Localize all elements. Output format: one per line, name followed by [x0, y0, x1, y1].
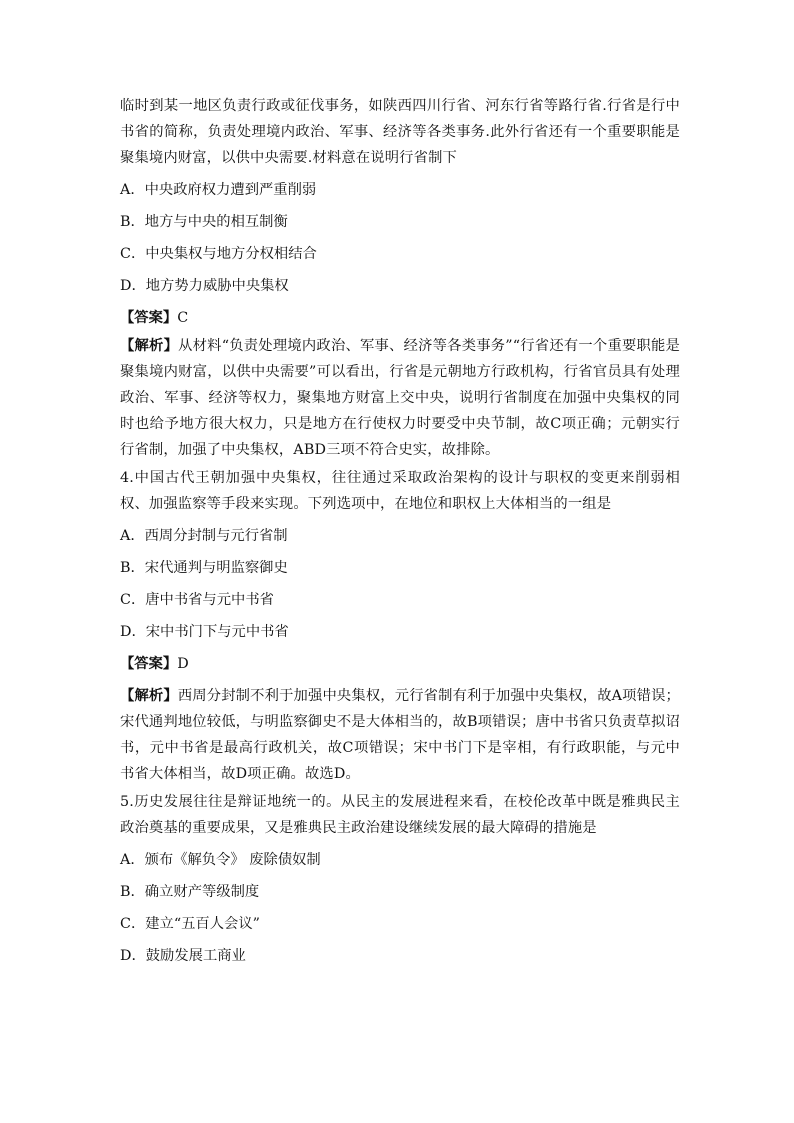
q3-option-a: A．中央政府权力遭到严重削弱 [120, 182, 317, 198]
q5-option-a: A．颁布《解负令》 废除债奴制 [120, 852, 321, 868]
q4-option-a: A．西周分封制与元行省制 [120, 528, 288, 544]
q4-analysis [120, 677, 680, 787]
q5-option-b: B．确立财产等级制度 [120, 884, 260, 900]
q3-option-c: C．中央集权与地方分权相结合 [120, 246, 317, 262]
q3-analysis [120, 331, 680, 463]
q4-option-d: D．宋中书门下与元中书省 [120, 624, 289, 640]
q3-answer [120, 299, 680, 331]
q4-option-c: C．唐中书省与元中书省 [120, 592, 274, 608]
q5-option-c: C．建立“五百人会议” [120, 916, 260, 932]
q4-answer-label: 【答案】 [120, 656, 178, 672]
q5-option-d: D．鼓励发展工商业 [120, 948, 246, 964]
q3-option-b: B．地方与中央的相互制衡 [120, 214, 288, 230]
q3-analysis-label: 【解析】 [120, 338, 179, 354]
q3-stem-continuation: 临时到某一地区负责行政或征伐事务，如陕西四川行省、河东行省等路行省.行省是行中书省的简称，负责处理境内政治、军事、经济等各类事务.此外行省还有一个重要职能是聚集境内财富，以供中央需要.材料意在说明行省制下 [120, 98, 680, 166]
q4-answer-value: D [177, 656, 189, 672]
q4-option-b: B．宋代通判与明监察御史 [120, 560, 288, 576]
q3-answer-label: 【答案】 [120, 310, 178, 326]
q3-analysis-text: 从材料“负责处理境内政治、军事、经济等各类事务”“行省还有一个重要职能是聚集境内财富，以供中央需要”可以看出，行省是元朝地方行政机构，行省官员具有处理政治、军事、经济等权力，聚集地方财富上交中央，说明行省制度在加强中央集权的同时也给予地方很大权力，只是地方在行使权力时要受中央节制，故C项正确；元朝实行行省制，加强了中央集权，ABD三项不符合史实，故排除。 [120, 338, 680, 458]
document-page [120, 93, 680, 969]
q4-answer [120, 645, 680, 677]
q5-stem: 5.历史发展往往是辩证地统一的。从民主的发展进程来看，在校伦改革中既是雅典民主政治奠基的重要成果，又是雅典民主政治建设继续发展的最大障碍的措施是 [120, 794, 680, 836]
q3-option-d: D．地方势力威胁中央集权 [120, 278, 289, 294]
q3-answer-value: C [177, 310, 189, 326]
q4-analysis-label: 【解析】 [120, 688, 178, 704]
q4-stem: 4.中国古代王朝加强中央集权，往往通过采取政治架构的设计与职权的变更来削弱相权、加强监察等手段来实现。下列选项中，在地位和职权上大体相当的一组是 [120, 470, 680, 512]
q4-analysis-text: 西周分封制不利于加强中央集权，元行省制有利于加强中央集权，故A项错误；宋代通判地位较低，与明监察御史不是大体相当的，故B项错误；唐中书省只负责草拟诏书，元中书省是最高行政机关，故C项错误；宋中书门下是宰相，有行政职能，与元中书省大体相当，故D项正确。故选D。 [120, 688, 680, 782]
